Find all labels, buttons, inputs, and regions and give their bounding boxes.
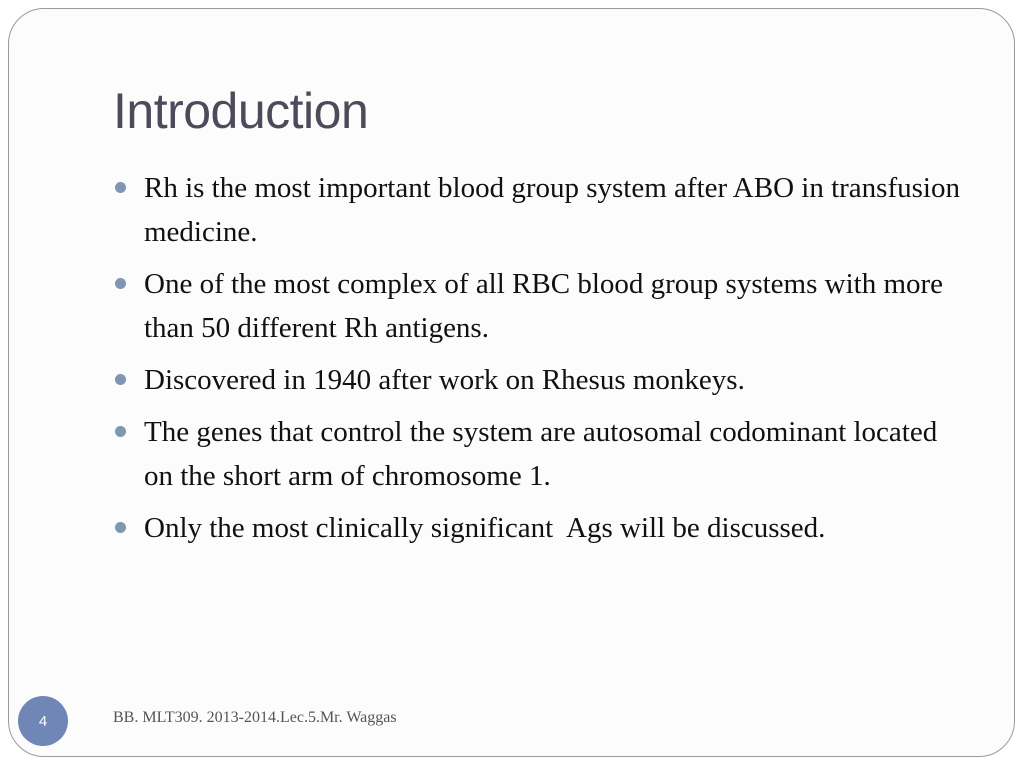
bullet-text: Only the most clinically significant Ags will be discussed. [144,512,826,544]
bullet-text: Discovered in 1940 after work on Rhesus monkeys. [144,364,745,396]
slide-title: Introduction [113,83,369,139]
bullet-marker-icon [115,426,126,437]
bullet-text: Rh is the most important blood group system after ABO in transfusion medicine. [144,172,960,248]
bullet-text: The genes that control the system are autosomal codominant located on the short arm of chromosome 1. [144,416,938,492]
bullet-item [112,166,972,254]
bullet-marker-icon [115,182,126,193]
bullet-marker-icon [115,374,126,385]
bullet-marker-icon [115,278,126,289]
bullet-list [112,166,972,558]
bullet-item [112,410,972,498]
bullet-item [112,262,972,350]
footer-text: BB. MLT309. 2013-2014.Lec.5.Mr. Waggas [113,709,397,726]
bullet-marker-icon [115,522,126,533]
page-number-badge: 4 [18,696,68,746]
bullet-text: One of the most complex of all RBC blood group systems with more than 50 different Rh antigens. [144,268,944,344]
bullet-item [112,358,972,402]
bullet-item [112,506,972,550]
